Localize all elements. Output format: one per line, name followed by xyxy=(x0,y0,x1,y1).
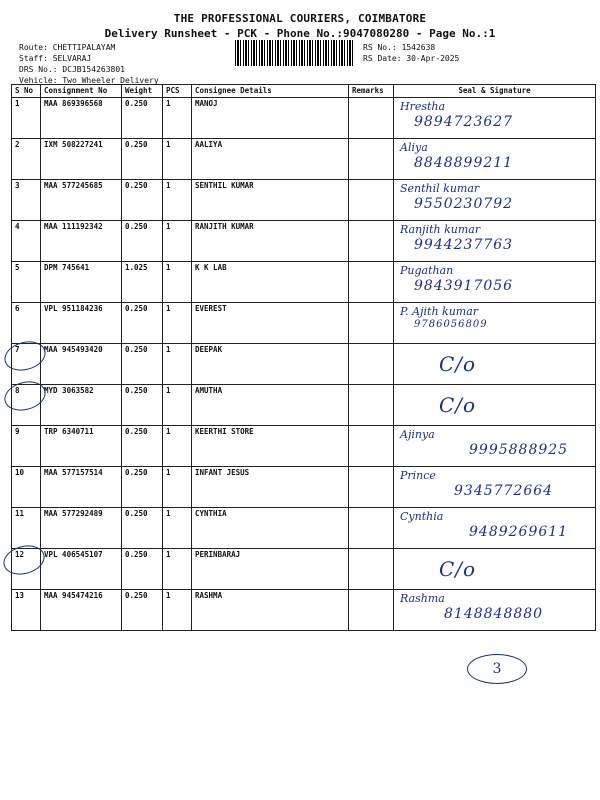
row-weight: 0.250 xyxy=(122,221,163,262)
signature-name: Ranjith kumar xyxy=(400,223,481,236)
header-remarks: Remarks xyxy=(349,85,394,98)
table-row xyxy=(12,221,596,262)
row-pcs: 1 xyxy=(163,139,192,180)
row-consignee: MANOJ xyxy=(192,98,349,139)
row-remarks xyxy=(349,180,394,221)
row-consignment: IXM 508227241 xyxy=(41,139,122,180)
row-consignee: SENTHIL KUMAR xyxy=(192,180,349,221)
signature-phone: 9843917056 xyxy=(414,278,514,294)
row-pcs: 1 xyxy=(163,180,192,221)
table-row xyxy=(12,549,596,590)
row-remarks xyxy=(349,590,394,631)
row-pcs: 1 xyxy=(163,98,192,139)
row-weight: 0.250 xyxy=(122,180,163,221)
signature-name: Aliya xyxy=(400,141,428,154)
table-row xyxy=(12,385,596,426)
header-consignment: Consignment No xyxy=(41,85,122,98)
row-weight: 1.025 xyxy=(122,262,163,303)
row-consignee: RANJITH KUMAR xyxy=(192,221,349,262)
row-signature xyxy=(394,344,596,385)
row-consignee: CYNTHIA xyxy=(192,508,349,549)
header-sno: S No xyxy=(12,85,41,98)
table-row xyxy=(12,426,596,467)
runsheet-rows xyxy=(12,98,596,631)
row-consignment: MAA 945474216 xyxy=(41,590,122,631)
row-consignee: K K LAB xyxy=(192,262,349,303)
row-signature xyxy=(394,98,596,139)
row-weight: 0.250 xyxy=(122,426,163,467)
row-weight: 0.250 xyxy=(122,467,163,508)
row-sno: 10 xyxy=(12,467,41,508)
table-header-row xyxy=(12,85,596,98)
row-signature xyxy=(394,303,596,344)
signature-name: Pugathan xyxy=(400,264,454,277)
signature-name: Rashma xyxy=(400,592,445,605)
table-row xyxy=(12,262,596,303)
signature-phone: C/o xyxy=(439,393,477,417)
table-row xyxy=(12,98,596,139)
signature-phone: 9944237763 xyxy=(414,237,514,253)
route-label: Route: CHETTIPALAYAM xyxy=(19,43,116,52)
barcode-image xyxy=(235,40,355,66)
row-remarks xyxy=(349,262,394,303)
row-consignee: KEERTHI STORE xyxy=(192,426,349,467)
row-signature xyxy=(394,590,596,631)
row-pcs: 1 xyxy=(163,426,192,467)
signature-phone: 8848899211 xyxy=(414,155,514,171)
row-consignment: TRP 6340711 xyxy=(41,426,122,467)
row-sno: 9 xyxy=(12,426,41,467)
header-signature: Seal & Signature xyxy=(394,85,596,98)
row-sno: 3 xyxy=(12,180,41,221)
rs-number: RS No.: 1542638 xyxy=(363,43,436,52)
table-row xyxy=(12,344,596,385)
row-consignee: INFANT JESUS xyxy=(192,467,349,508)
signature-phone: 9550230792 xyxy=(414,196,514,212)
row-sno: 5 xyxy=(12,262,41,303)
signature-name: Cynthia xyxy=(400,510,444,523)
row-consignment: VPL 406545107 xyxy=(41,549,122,590)
table-row xyxy=(12,467,596,508)
row-sno: 8 xyxy=(12,385,41,426)
row-remarks xyxy=(349,344,394,385)
row-sno: 13 xyxy=(12,590,41,631)
row-consignment: DPM 745641 xyxy=(41,262,122,303)
company-title: THE PROFESSIONAL COURIERS, COIMBATORE xyxy=(173,12,427,25)
runsheet-table xyxy=(11,84,596,631)
signature-phone: 9894723627 xyxy=(414,114,514,130)
row-sno: 11 xyxy=(12,508,41,549)
header-pcs: PCS xyxy=(163,85,192,98)
signature-phone: 8148848880 xyxy=(444,606,544,622)
row-weight: 0.250 xyxy=(122,139,163,180)
row-remarks xyxy=(349,303,394,344)
signature-name: Hrestha xyxy=(400,100,446,113)
row-signature xyxy=(394,385,596,426)
row-consignment: MAA 577157514 xyxy=(41,467,122,508)
row-consignment: MAA 111192342 xyxy=(41,221,122,262)
row-pcs: 1 xyxy=(163,344,192,385)
signature-phone: C/o xyxy=(439,352,477,376)
row-pcs: 1 xyxy=(163,467,192,508)
row-consignment: MAA 869396568 xyxy=(41,98,122,139)
row-remarks xyxy=(349,139,394,180)
row-consignee: EVEREST xyxy=(192,303,349,344)
row-signature xyxy=(394,508,596,549)
row-sno: 12 xyxy=(12,549,41,590)
signature-phone: 9995888925 xyxy=(469,442,569,458)
row-consignment: MAA 945493420 xyxy=(41,344,122,385)
row-consignee: AALIYA xyxy=(192,139,349,180)
row-pcs: 1 xyxy=(163,221,192,262)
row-pcs: 1 xyxy=(163,549,192,590)
row-consignee: PERINBARAJ xyxy=(192,549,349,590)
signature-name: P. Ajith kumar xyxy=(400,305,479,318)
row-signature xyxy=(394,467,596,508)
row-consignee: AMUTHA xyxy=(192,385,349,426)
signature-phone: 9786056809 xyxy=(414,319,488,330)
row-weight: 0.250 xyxy=(122,508,163,549)
row-weight: 0.250 xyxy=(122,303,163,344)
runsheet-meta-left xyxy=(19,42,159,86)
row-remarks xyxy=(349,467,394,508)
row-signature xyxy=(394,262,596,303)
rs-date: RS Date: 30-Apr-2025 xyxy=(363,54,460,63)
signature-name: Prince xyxy=(400,469,436,482)
row-weight: 0.250 xyxy=(122,385,163,426)
row-remarks xyxy=(349,221,394,262)
row-sno: 6 xyxy=(12,303,41,344)
header-weight: Weight xyxy=(122,85,163,98)
table-row xyxy=(12,508,596,549)
vehicle-label: Vehicle: Two Wheeler Delivery xyxy=(19,76,159,85)
row-pcs: 1 xyxy=(163,303,192,344)
runsheet-subtitle: Delivery Runsheet - PCK - Phone No.:9047080280 - Page No.:1 xyxy=(104,27,496,40)
row-pcs: 1 xyxy=(163,508,192,549)
row-remarks xyxy=(349,385,394,426)
row-signature xyxy=(394,549,596,590)
row-sno: 1 xyxy=(12,98,41,139)
runsheet-meta-right xyxy=(363,42,459,64)
header-consignee: Consignee Details xyxy=(192,85,349,98)
row-consignment: MAA 577292489 xyxy=(41,508,122,549)
row-weight: 0.250 xyxy=(122,590,163,631)
row-sno: 7 xyxy=(12,344,41,385)
row-signature xyxy=(394,180,596,221)
row-consignee: RASHMA xyxy=(192,590,349,631)
drs-label: DRS No.: DCJB154263801 xyxy=(19,65,125,74)
row-remarks xyxy=(349,508,394,549)
page-count-mark: 3 xyxy=(467,654,527,684)
row-remarks xyxy=(349,549,394,590)
signature-phone: C/o xyxy=(439,557,477,581)
row-remarks xyxy=(349,426,394,467)
row-pcs: 1 xyxy=(163,590,192,631)
signature-name: Ajinya xyxy=(400,428,435,441)
row-consignment: MAA 577245685 xyxy=(41,180,122,221)
signature-phone: 9489269611 xyxy=(469,524,569,540)
row-consignment: MYD 3063582 xyxy=(41,385,122,426)
row-weight: 0.250 xyxy=(122,344,163,385)
signature-phone: 9345772664 xyxy=(454,483,554,499)
row-sno: 4 xyxy=(12,221,41,262)
row-weight: 0.250 xyxy=(122,98,163,139)
row-weight: 0.250 xyxy=(122,549,163,590)
staff-label: Staff: SELVARAJ xyxy=(19,54,92,63)
table-row xyxy=(12,180,596,221)
row-signature xyxy=(394,221,596,262)
row-sno: 2 xyxy=(12,139,41,180)
row-pcs: 1 xyxy=(163,385,192,426)
table-row xyxy=(12,590,596,631)
row-pcs: 1 xyxy=(163,262,192,303)
row-remarks xyxy=(349,98,394,139)
table-row xyxy=(12,139,596,180)
signature-name: Senthil kumar xyxy=(400,182,480,195)
row-signature xyxy=(394,139,596,180)
row-signature xyxy=(394,426,596,467)
row-consignee: DEEPAK xyxy=(192,344,349,385)
table-row xyxy=(12,303,596,344)
row-consignment: VPL 951184236 xyxy=(41,303,122,344)
